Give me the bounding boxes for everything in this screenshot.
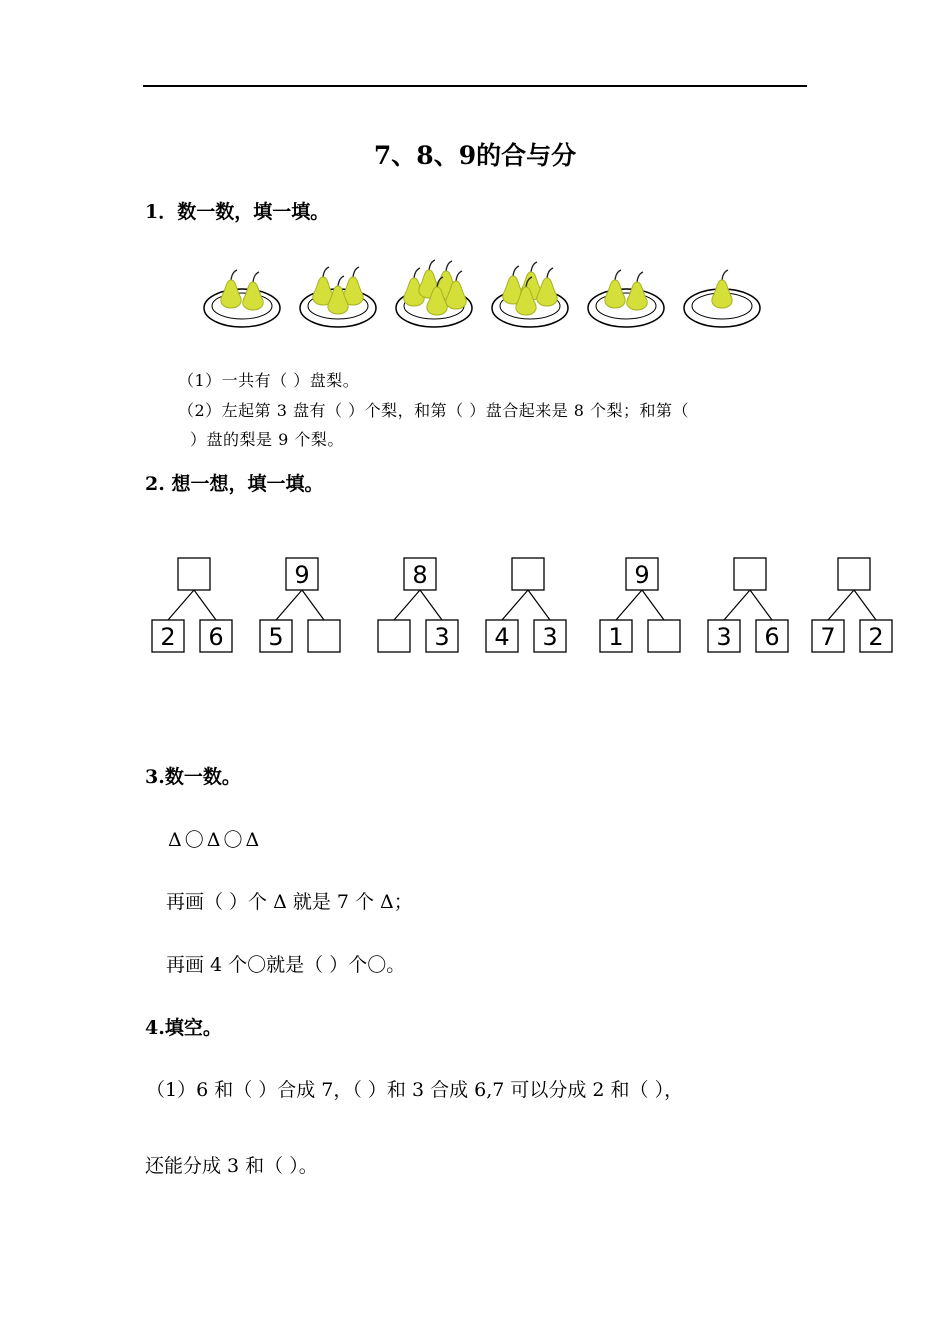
number-bond bbox=[152, 558, 232, 652]
q3-line1: 再画（ ）个 Δ 就是 7 个 Δ； bbox=[166, 891, 413, 913]
pear-plate bbox=[492, 262, 568, 327]
bond-top-box bbox=[178, 558, 210, 590]
bond-digit: 8 bbox=[412, 561, 428, 589]
q3-line2: 再画 4 个〇就是（ ）个〇。 bbox=[166, 954, 406, 976]
bond-digit: 9 bbox=[634, 561, 650, 589]
bond-digit: 4 bbox=[494, 623, 510, 651]
bond-digit: 1 bbox=[608, 623, 624, 651]
bond-digit: 2 bbox=[868, 623, 884, 651]
pear-plate bbox=[396, 260, 472, 327]
bond-left-box bbox=[812, 620, 844, 652]
bond-left-box bbox=[600, 620, 632, 652]
bond-top-box bbox=[286, 558, 318, 590]
bond-digit: 2 bbox=[160, 623, 176, 651]
bond-right-box bbox=[860, 620, 892, 652]
bond-left-box bbox=[708, 620, 740, 652]
pear-plate bbox=[204, 270, 280, 327]
bond-left-box bbox=[260, 620, 292, 652]
number-bond bbox=[812, 558, 892, 652]
bond-top-box bbox=[626, 558, 658, 590]
bond-right-box bbox=[308, 620, 340, 652]
pear-plate bbox=[588, 270, 664, 327]
bond-digit: 3 bbox=[716, 623, 732, 651]
bond-digit: 6 bbox=[208, 623, 224, 651]
bond-right-box bbox=[756, 620, 788, 652]
bond-digit: 9 bbox=[294, 561, 310, 589]
bond-digit: 5 bbox=[268, 623, 284, 651]
q1-line3: ）盘的梨是 9 个梨。 bbox=[190, 430, 344, 449]
q3-heading: 3.数一数。 bbox=[145, 766, 241, 788]
q1-line1: （1）一共有（ ）盘梨。 bbox=[178, 371, 360, 390]
number-bond bbox=[486, 558, 566, 652]
bond-digit: 7 bbox=[820, 623, 836, 651]
header-rule bbox=[143, 85, 807, 87]
bond-right-box bbox=[648, 620, 680, 652]
page-title: 7、8、9的合与分 bbox=[373, 141, 577, 170]
bond-right-box bbox=[534, 620, 566, 652]
q4-line1: （1）6 和（ ）合成 7，（ ）和 3 合成 6,7 可以分成 2 和（ ）， bbox=[146, 1079, 684, 1101]
number-bond-trees bbox=[145, 550, 905, 665]
bond-top-box bbox=[734, 558, 766, 590]
bond-digit: 6 bbox=[764, 623, 780, 651]
bond-top-box bbox=[512, 558, 544, 590]
bond-left-box bbox=[378, 620, 410, 652]
bond-left-box bbox=[486, 620, 518, 652]
bond-digit: 3 bbox=[434, 623, 450, 651]
number-bond bbox=[260, 558, 340, 652]
bond-digit: 3 bbox=[542, 623, 558, 651]
pear-plate bbox=[300, 267, 376, 327]
bond-left-box bbox=[152, 620, 184, 652]
number-bond bbox=[708, 558, 788, 652]
bond-right-box bbox=[200, 620, 232, 652]
bond-top-box bbox=[838, 558, 870, 590]
bond-top-box bbox=[404, 558, 436, 590]
q2-heading: 2. 想一想，填一填。 bbox=[145, 473, 324, 495]
number-bond bbox=[600, 558, 680, 652]
number-bond bbox=[378, 558, 458, 652]
q3-shapes: Δ〇Δ〇Δ bbox=[168, 829, 263, 851]
pear-plate bbox=[684, 270, 760, 327]
q4-line2: 还能分成 3 和（ ）。 bbox=[145, 1155, 318, 1177]
bond-right-box bbox=[426, 620, 458, 652]
q1-heading: 1．数一数，填一填。 bbox=[145, 201, 330, 223]
pear-plates-illustration bbox=[200, 250, 780, 340]
q1-line2: （2）左起第 3 盘有（ ）个梨，和第（ ）盘合起来是 8 个梨；和第（ bbox=[178, 401, 690, 420]
q4-heading: 4.填空。 bbox=[145, 1017, 222, 1039]
